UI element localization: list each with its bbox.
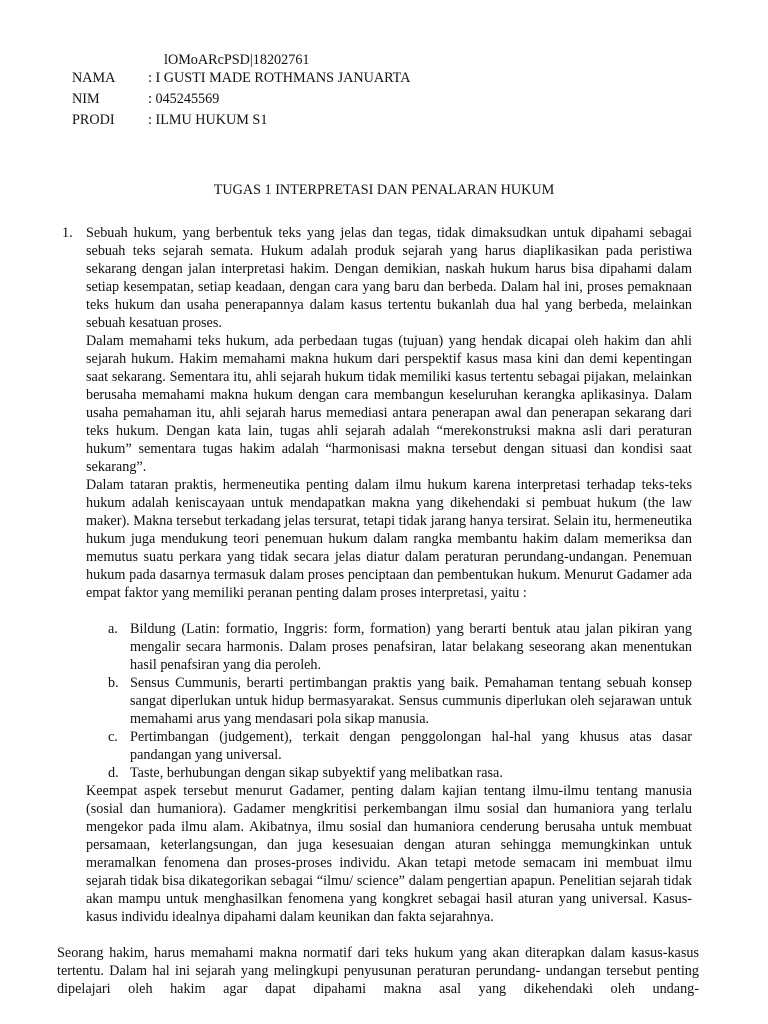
document-id: lOMoARcPSD|18202761 [164, 52, 310, 68]
paragraph-1: Sebuah hukum, yang berbentuk teks yang jelas dan tegas, tidak dimaksudkan untuk dipahami sebagai sebuah teks sejarah semata. Hukum adalah produk sejarah yang harus diaplikasikan pada peristiwa sekarang dengan jalan interpretasi hakim. Dengan demikian, naskah hukum harus bisa dipahami dalam setiap kesempatan, setiap keadaan, dengan cara yang baru dan berbeda. Dalam hal ini, proses pemaknaan teks hukum dan usaha penerapannya dalam kasus tertentu bukanlah dua hal yang berbeda, melainkan sebuah kesatuan proses. [86, 225, 692, 331]
subitem-c: Pertimbangan (judgement), terkait dengan penggolongan hal-hal yang khusus atas dasar pandangan yang universal. [130, 729, 692, 763]
subitem-label-b: b. [108, 675, 119, 691]
prodi-label: PRODI [72, 112, 115, 128]
nim-row [72, 90, 219, 108]
page-title: TUGAS 1 INTERPRETASI DAN PENALARAN HUKUM [213, 182, 555, 198]
subitem-a: Bildung (Latin: formatio, Inggris: form, formation) yang berarti bentuk atau jalan pikiran yang mengalir secara harmonis. Dalam proses penafsiran, latar belakang seseorang akan menentukan hasil penafsiran yang dia peroleh. [130, 621, 692, 673]
closing-paragraph: Seorang hakim, harus memahami makna normatif dari teks hukum yang akan diterapkan dalam kasus-kasus tertentu. Dalam hal ini sejarah yang melingkupi penyusunan peraturan perundang- undangan tersebut penting dipelajari oleh hakim agar dapat dipahami makna asal yang dikehendaki oleh undang- [57, 945, 699, 997]
name-row [72, 69, 410, 87]
item-number: 1. [62, 225, 73, 241]
subitem-label-a: a. [108, 621, 118, 637]
paragraph-3: Dalam tataran praktis, hermeneutika penting dalam ilmu hukum karena interpretasi terhadap teks-teks hukum adalah keniscayaan untuk mendapatkan makna yang dikehendaki si pembuat hukum (the law maker). Makna tersebut terkadang jelas tersurat, tetapi tidak jarang hanya tersirat. Selain itu, hermeneutika hukum juga mendukung teori penemuan hukum dalam rangka membantu hakim dalam memeriksa dan memutus suatu perkara yang tidak secara jelas diatur dalam peraturan perundang-undangan. Penemuan hukum pada dasarnya termasuk dalam proses penciptaan dan pembentukan hukum. Menurut Gadamer ada empat faktor yang memiliki peranan penting dalam proses interpretasi, yaitu : [86, 477, 692, 601]
nim-value: : 045245569 [148, 91, 220, 107]
prodi-row [72, 111, 267, 129]
subitem-label-d: d. [108, 765, 119, 781]
subitem-d: Taste, berhubungan dengan sikap subyektif yang melibatkan rasa. [130, 765, 503, 781]
subitem-label-c: c. [108, 729, 118, 745]
name-value: : I GUSTI MADE ROTHMANS JANUARTA [148, 70, 411, 86]
prodi-value: : ILMU HUKUM S1 [148, 112, 268, 128]
paragraph-2: Dalam memahami teks hukum, ada perbedaan tugas (tujuan) yang hendak dicapai oleh hakim dan ahli sejarah hukum. Hakim memahami makna hukum dari perspektif kasus masa kini dan demi kepentingan saat sekarang. Sementara itu, ahli sejarah hukum tidak memiliki kasus tertentu sebagai pijakan, melainkan berusaha memahami makna hukum dengan cara membangun keseluruhan kerangka aplikasinya. Dalam usaha pemahaman itu, ahli sejarah harus memediasi antara penerapan awal dan penerapan sekarang dari teks hukum. Dengan kata lain, tugas ahli sejarah adalah “merekonstruksi makna asli dari peraturan hukum” sementara tugas hakim adalah “harmonisasi makna tersebut dengan situasi dan kondisi saat sekarang”. [86, 333, 692, 475]
paragraph-4: Keempat aspek tersebut menurut Gadamer, penting dalam kajian tentang ilmu-ilmu tentang manusia (sosial dan humaniora). Gadamer mengkritisi perkembangan ilmu sosial dan humaniora yang terlalu mengekor pada ilmu alam. Akibatnya, ilmu sosial dan humaniora cenderung berusaha untuk membuat persamaan, keterlangsungan, dan juga kesesuaian dengan aturan sehingga memungkinkan untuk meramalkan fenomena dan proses-proses individu. Akan tetapi metode semacam ini membuat ilmu sejarah tidak bisa dikategorikan sebagai “ilmu/ science” dalam pengertian apapun. Penelitian sejarah tidak akan mampu untuk menghasilkan fenomena yang kongkret sebagai hasil aturan yang universal. Kasus-kasus individu idealnya dipahami dalam keunikan dan fakta sejarahnya. [86, 783, 692, 925]
nim-label: NIM [72, 91, 100, 107]
subitem-b: Sensus Cummunis, berarti pertimbangan praktis yang baik. Pemahaman tentang sebuah konsep sangat diperlukan untuk hidup bermasyarakat. Sensus cummunis diperlukan oleh sejarawan untuk memahami arus yang mendasari pola sikap manusia. [130, 675, 692, 727]
name-label: NAMA [72, 70, 116, 86]
